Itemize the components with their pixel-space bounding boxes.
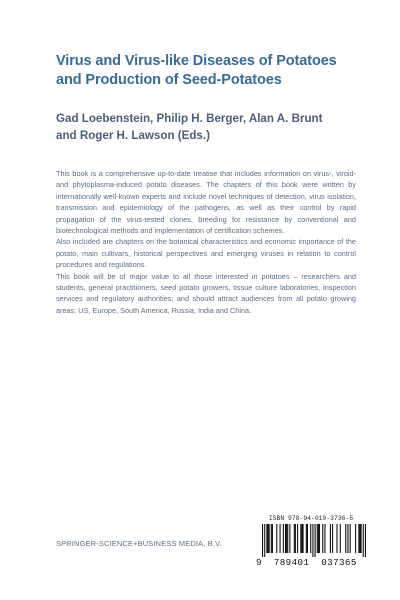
description-paragraph-2: Also included are chapters on the botanical characteristics and economic importance of the potato, main cultivars, historical perspectives and emerging viruses in relation to control procedures and regulations. <box>56 237 356 270</box>
barcode-bar <box>324 524 325 553</box>
title-line-1: Virus and Virus-like Diseases of Potatoes <box>56 53 337 69</box>
barcode-bar <box>330 524 331 553</box>
barcode-bar <box>262 524 263 557</box>
barcode-bar <box>332 524 333 553</box>
barcode-bar <box>340 524 341 553</box>
barcode-bar <box>267 524 268 553</box>
isbn-label: ISBN 978-94-010-3736-5 <box>268 515 354 522</box>
barcode-bar <box>336 524 337 553</box>
barcode-bar <box>361 524 362 553</box>
barcode-bar <box>285 524 286 553</box>
barcode-bar <box>306 524 307 553</box>
barcode-bar <box>289 524 290 553</box>
barcode-bar <box>312 524 313 557</box>
barcode-bar <box>303 524 304 553</box>
barcode-bar <box>266 524 267 553</box>
book-description <box>56 168 356 316</box>
barcode-digits <box>256 557 368 568</box>
barcode-bar <box>307 524 308 553</box>
barcode-bar <box>271 524 272 553</box>
barcode-right-digits: 037365 <box>321 557 357 568</box>
editors-line-2: and Roger H. Lawson (Eds.) <box>56 129 210 142</box>
barcode-bar <box>355 524 356 553</box>
barcode-bar <box>350 524 351 553</box>
publisher: SPRINGER-SCIENCE+BUSINESS MEDIA, B.V. <box>56 539 222 548</box>
description-paragraph-1: This book is a comprehensive up-to-date treatise that includes information on virus-, viroid- and phytoplasma-induced potato diseases. The chapters of this book were written by internationally well-known experts and include novel techniques of detection, virus isolation, transmission and epidemiology of the pathogens, as well as their control by rapid propagation of the virus-tested clones, breeding for resistance by conventional and biotechnological methods and implementation of certification schemes. <box>56 169 356 236</box>
barcode-bar <box>345 524 346 553</box>
book-title <box>56 52 376 90</box>
barcode-bar <box>286 524 287 553</box>
barcode-bar <box>283 524 284 553</box>
barcode-bar <box>294 524 295 553</box>
barcode-bar <box>272 524 273 553</box>
barcode-left-digits: 789401 <box>273 557 310 568</box>
barcode-bar <box>300 524 301 553</box>
barcode-bar <box>297 524 298 553</box>
barcode-bar <box>318 524 319 553</box>
barcode-bar <box>317 524 318 553</box>
editors-line-1: Gad Loebenstein, Philip H. Berger, Alan A. Brunt <box>56 112 323 125</box>
barcode-bar <box>319 524 320 553</box>
barcode-bar <box>287 524 288 553</box>
editors <box>56 110 376 144</box>
barcode-bar <box>280 524 281 553</box>
barcode-bar <box>365 524 366 557</box>
barcode-bar <box>310 524 311 553</box>
description-paragraph-3: This book will be of major value to all those interested in potatoes – researchers and students, general practitioners, seed potato growers, tissue culture laboratories, inspection services and regulatory authorities; and should attract audiences from all potato growing areas: US, Europe, South America, Russia, India and China. <box>56 271 356 315</box>
barcode-bar <box>347 524 348 553</box>
barcode-bar <box>363 524 364 557</box>
barcode-bar <box>295 524 296 553</box>
barcode-bar <box>322 524 323 553</box>
isbn-barcode <box>256 524 368 566</box>
barcode-lead-digit: 9 <box>256 557 262 568</box>
barcode-bar <box>315 524 316 557</box>
barcode-bar <box>358 524 359 553</box>
barcode-bar <box>276 524 277 553</box>
barcode-bar <box>269 524 270 553</box>
barcode-bar <box>264 524 265 557</box>
barcode-bar <box>301 524 302 553</box>
title-line-2: and Production of Seed-Potatoes <box>56 72 282 88</box>
barcode-bar <box>359 524 360 553</box>
barcode-bars <box>262 524 366 557</box>
